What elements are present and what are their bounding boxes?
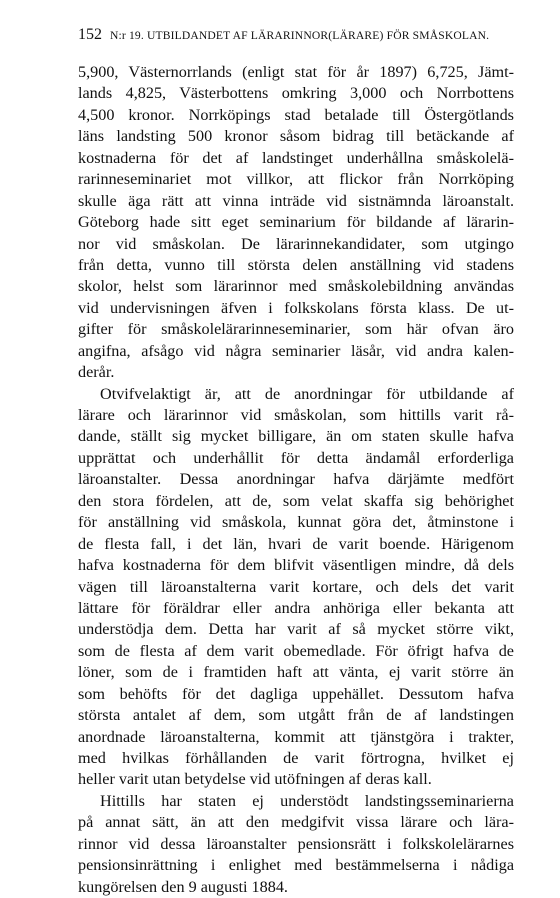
text-line: gifter för småskolelärarinneseminarier, som här ofvan äro xyxy=(78,320,514,339)
text-line: läns landsting 500 kronor såsom bidrag till betäckande af xyxy=(78,127,514,146)
text-line: skulle äga rätt att vinna inträde vid sistnämnda läroanstalt. xyxy=(78,191,514,210)
text-line: skolor, helst som lärarinnor med småskolebildning användas xyxy=(78,277,514,296)
text-line: med hvilkas förhållanden de varit förtrogna, hvilket ej xyxy=(78,749,514,767)
text-line: upprättat och underhållit för detta ändamål erforderliga xyxy=(78,448,514,467)
text-line: Hittills har staten ej understödt landstingsseminarierna xyxy=(100,791,514,810)
text-line: som behöfts för det dagliga uppehället. Dessutom hafva xyxy=(78,684,514,703)
paragraph-2 xyxy=(78,384,514,791)
text-line: angifna, afsågo vid några seminarier läsår, vid andra kalen- xyxy=(78,341,514,360)
text-line: heller varit utan betydelse vid utöfningen af deras kall. xyxy=(78,770,432,789)
paragraph-3 xyxy=(78,791,514,898)
text-line: kostnaderna för det af landstinget underhållna småskolelä- xyxy=(78,148,514,167)
text-line: 4,500 kronor. Norrköpings stad betalade till Östergötlands xyxy=(78,105,514,124)
page-number: 152 xyxy=(78,26,102,43)
text-line: vid undervisningen äfven i folkskolans första klass. De ut- xyxy=(78,298,514,317)
text-line: läroanstalter. Dessa anordningar hafva därjämte medfört xyxy=(78,470,514,489)
text-line: anordnade läroanstalterna, kommit att tjänstgöra i trakter, xyxy=(78,727,514,746)
text-line: kungörelsen den 9 augusti 1884. xyxy=(78,877,288,896)
text-line: vägen till läroanstalterna varit kortare, och dels det varit xyxy=(78,577,514,596)
text-line: de flesta fall, i det län, hvari de varit boende. Härigenom xyxy=(78,534,514,553)
text-line: på annat sätt, än att den medgifvit vissa lärare och lära- xyxy=(78,813,514,832)
text-line: från detta, vunno till största delen anställning vid stadens xyxy=(78,255,514,274)
text-line: 5,900, Västernorrlands (enligt stat för år 1897) 6,725, Jämt- xyxy=(78,63,514,81)
running-head xyxy=(78,26,518,50)
text-line: som de flesta af dem varit obemedlade. För öfrigt hafva de xyxy=(78,641,514,660)
text-line: lättare för föräldrar eller andra anhöriga eller bekanta att xyxy=(78,598,514,617)
paragraph-1 xyxy=(78,62,514,384)
text-line: största antalet af dem, som utgått från de af landstingen xyxy=(78,706,514,725)
text-line: rinnor vid dessa läroanstalter pensionsrätt i folkskolelärarnes xyxy=(78,834,514,853)
text-line: lands 4,825, Västerbottens omkring 3,000 och Norrbottens xyxy=(78,84,514,103)
running-head-title: N:r 19. UTBILDANDET AF LÄRARINNOR(LÄRARE) FÖR SMÅSKOLAN. xyxy=(110,29,490,42)
text-line: Göteborg hade sitt eget seminarium för bildande af lärarin- xyxy=(78,213,514,232)
body-text xyxy=(78,62,514,898)
text-line: nor vid småskolan. De lärarinnekandidater, som utgingo xyxy=(78,234,514,253)
text-line: den stora fördelen, att de, som velat skaffa sig behörighet xyxy=(78,491,514,510)
text-line: derår. xyxy=(78,363,115,382)
text-line: understödja dem. Detta har varit af så mycket större vikt, xyxy=(78,620,514,639)
text-line: Otvifvelaktigt är, att de anordningar för utbildande af xyxy=(100,384,514,403)
text-line: rarinneseminariet mot villkor, att flickor från Norrköping xyxy=(78,170,514,189)
text-line: för anställning vid småskola, kunnat göra det, åtminstone i xyxy=(78,513,514,532)
text-line: lärare och lärarinnor vid småskolan, som hittills varit rå- xyxy=(78,406,514,424)
text-line: dande, ställt sig mycket billigare, än om staten skulle hafva xyxy=(78,427,514,446)
text-line: hafva kostnaderna för dem blifvit väsentligen mindre, då dels xyxy=(78,556,514,575)
text-line: pensionsinrättning i enlighet med bestämmelserna i nådiga xyxy=(78,856,514,875)
text-line: löner, som de i framtiden haft att vänta, ej varit större än xyxy=(78,663,514,682)
